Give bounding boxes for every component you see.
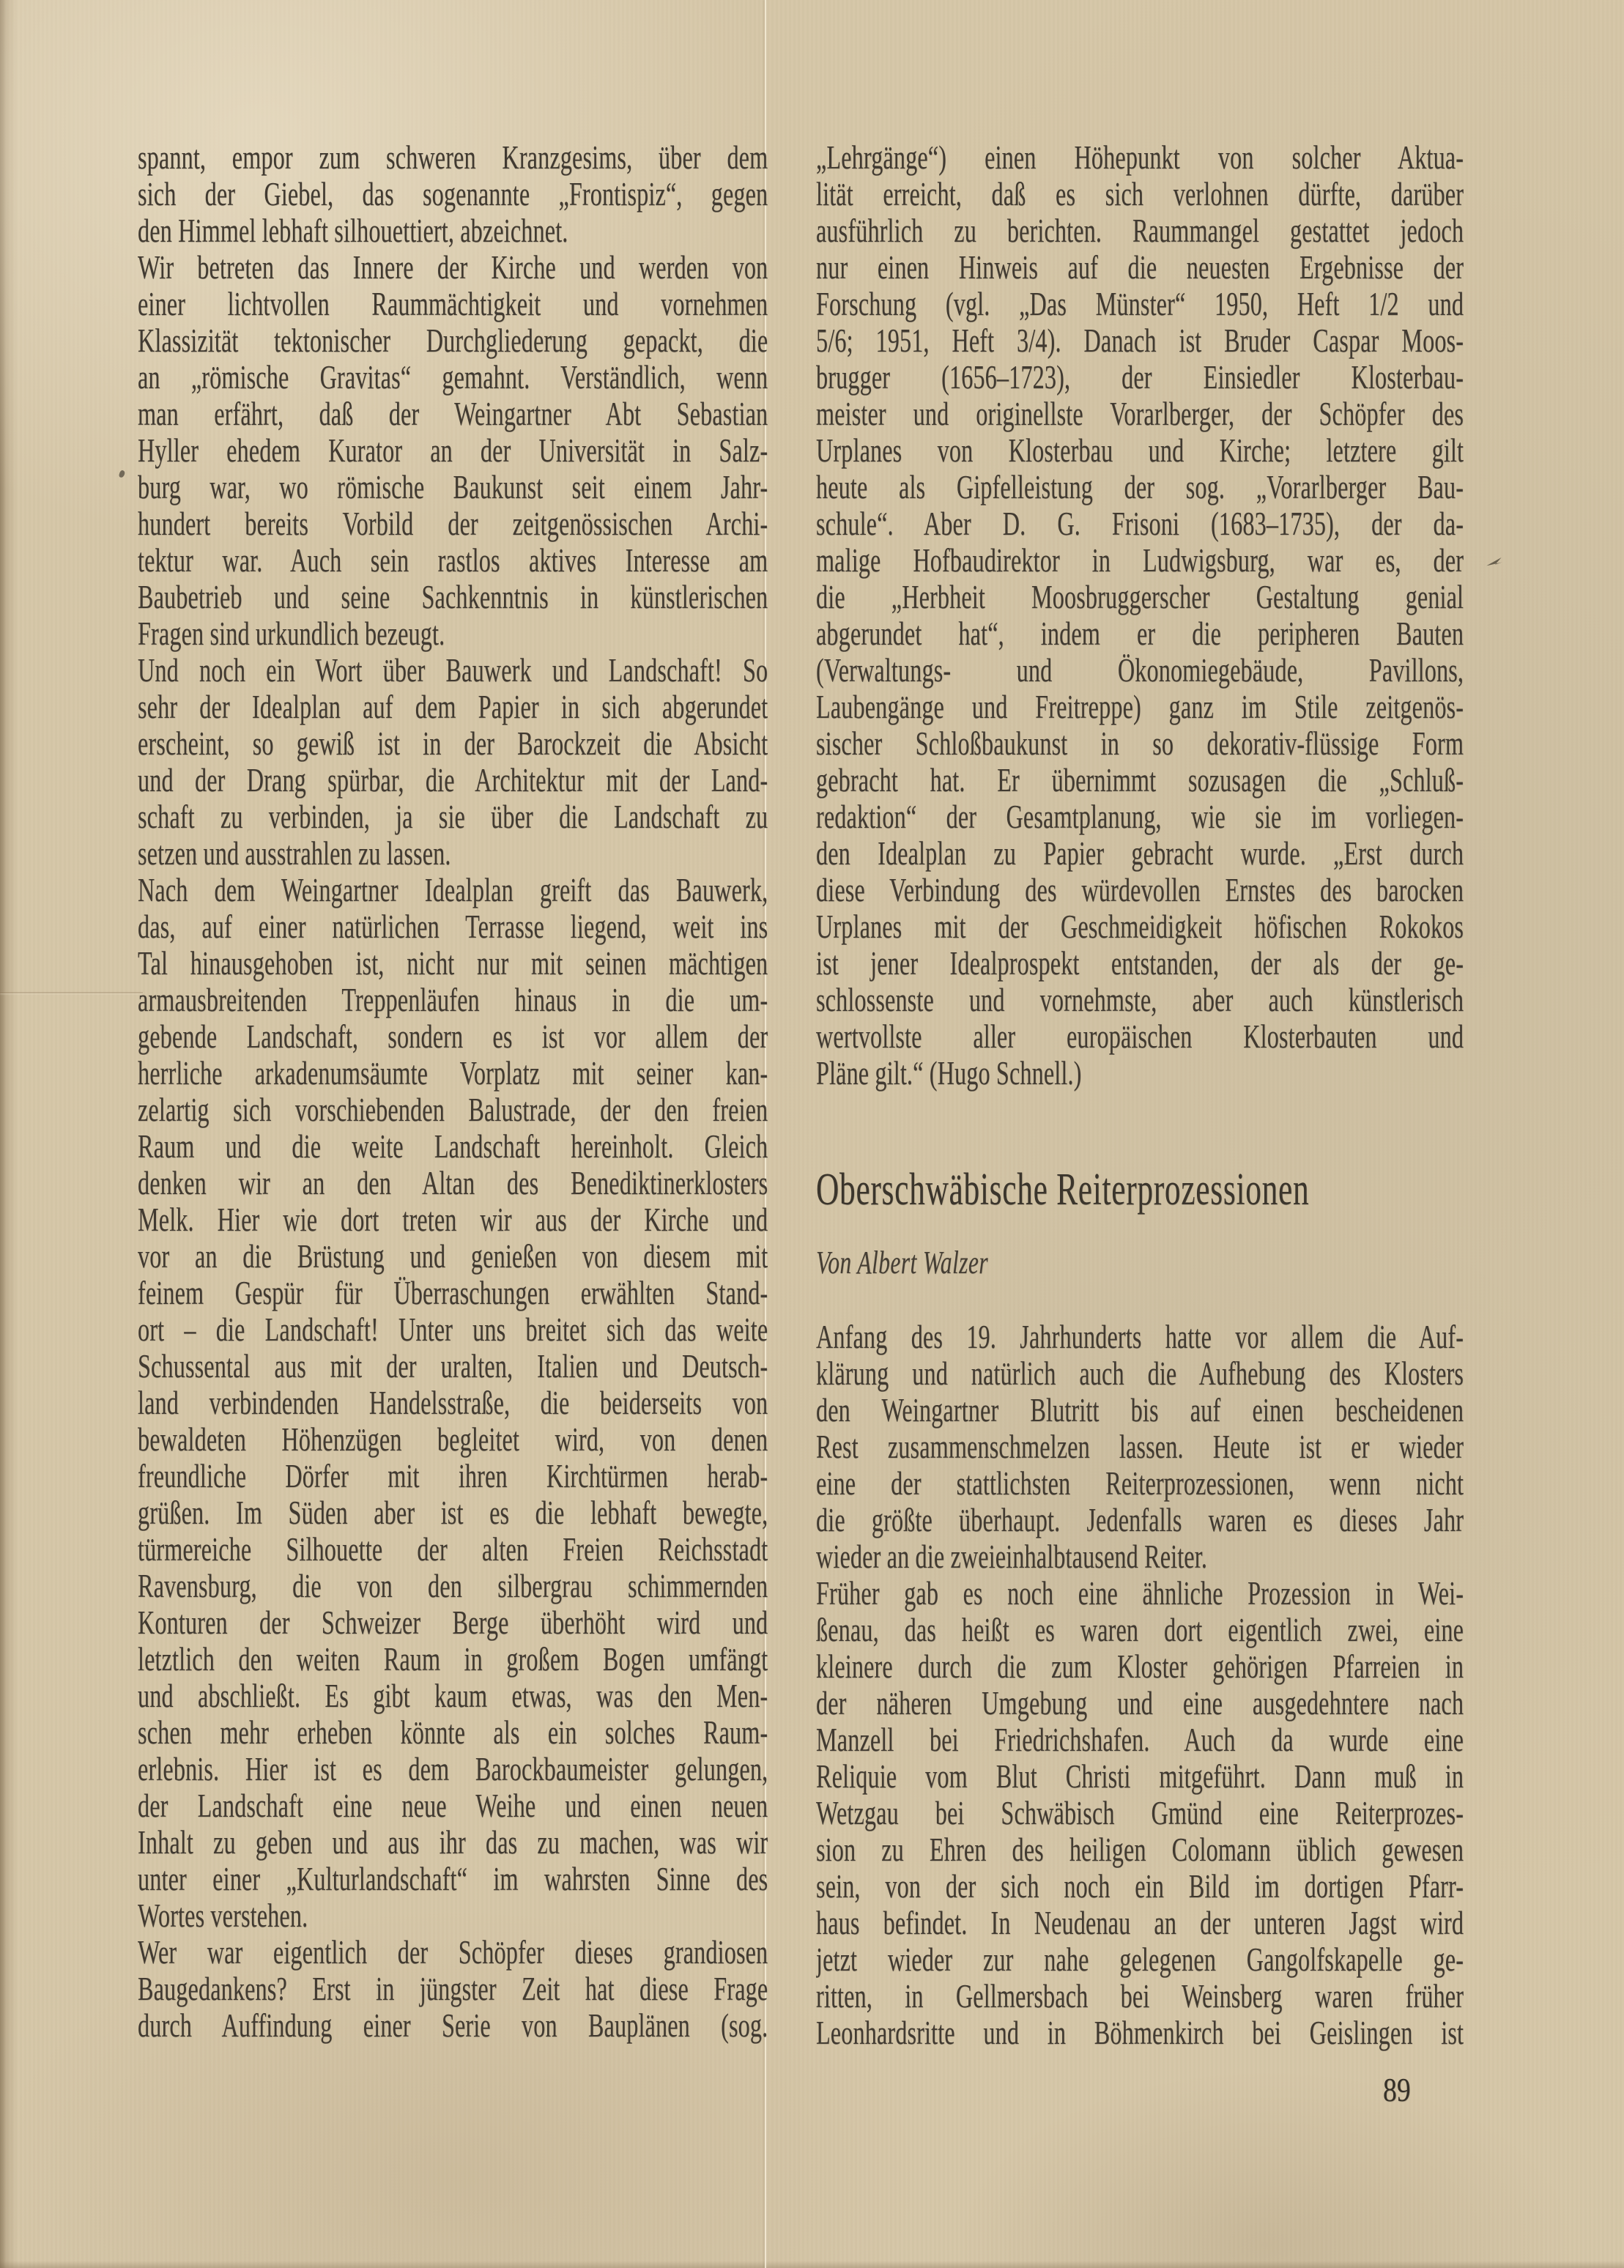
text-line: redaktion“ der Gesamtplanung, wie sie im vorliegen- [816,798,1464,835]
text-line: unter einer „Kulturlandschaft“ im wahrsten Sinne des [138,1861,768,1897]
text-line: Anfang des 19. Jahrhunderts hatte vor allem die Auf- [816,1319,1464,1355]
text-line: (Verwaltungs- und Ökonomiegebäude, Pavillons, [816,652,1464,689]
text-line: Rest zusammenschmelzen lassen. Heute ist er wieder [816,1428,1464,1465]
text-line: Und noch ein Wort über Bauwerk und Landschaft! So [138,652,768,689]
text-line: Reliquie vom Blut Christi mitgeführt. Dann muß in [816,1758,1464,1795]
text-line: schule“. Aber D. G. Frisoni (1683–1735), der da- [816,505,1464,542]
text-line: erlebnis. Hier ist es dem Barockbaumeister gelungen, [138,1751,768,1787]
text-line: letztlich den weiten Raum in großem Bogen umfängt [138,1641,768,1678]
text-line: eine der stattlichsten Reiterprozessionen, wenn nicht [816,1465,1464,1502]
text-line: der näheren Umgebung und eine ausgedehntere nach [816,1685,1464,1722]
text-line: Baugedankens? Erst in jüngster Zeit hat diese Frage [138,1971,768,2007]
text-line: den Idealplan zu Papier gebracht wurde. „Erst durch [816,835,1464,872]
pencil-margin-mark [1485,555,1502,566]
page-number: 89 [1383,2071,1411,2108]
right-column-upper [816,139,1464,1092]
article-heading: Oberschwäbische Reiterprozessionen [816,1165,1310,1215]
text-line: tektur war. Auch sein rastlos aktives Interesse am [138,542,768,579]
text-line: Hyller ehedem Kurator an der Universität in Salz- [138,432,768,469]
text-line: 5/6; 1951, Heft 3/4). Danach ist Bruder Caspar Moos- [816,322,1464,359]
text-line: setzen und ausstrahlen zu lassen. [138,835,451,872]
text-line: feinem Gespür für Überraschungen erwählten Stand- [138,1275,768,1311]
text-line: Früher gab es noch eine ähnliche Prozession in Wei- [816,1575,1464,1612]
text-line: das, auf einer natürlichen Terrasse liegend, weit ins [138,908,768,945]
article-byline: Von Albert Walzer [816,1245,988,1281]
left-column [138,139,768,2044]
text-line: herrliche arkadenumsäumte Vorplatz mit seiner kan- [138,1055,768,1092]
text-line: vor an die Brüstung und genießen von diesem mit [138,1238,768,1275]
text-line: „Lehrgänge“) einen Höhepunkt von solcher Aktua- [816,139,1464,176]
text-line: wertvollste aller europäischen Klosterbauten und [816,1018,1464,1055]
text-line: Wer war eigentlich der Schöpfer dieses grandiosen [138,1934,768,1971]
text-line: man erfährt, daß der Weingartner Abt Sebastian [138,396,768,432]
text-line: gebracht hat. Er übernimmt sozusagen die „Schluß- [816,762,1464,798]
text-line: schlossenste und vornehmste, aber auch künstlerisch [816,982,1464,1018]
text-line: haus befindet. In Neudenau an der unteren Jagst wird [816,1905,1464,1941]
text-line: Schussental aus mit der uralten, Italien und Deutsch- [138,1348,768,1385]
text-line: Klassizität tektonischer Durchgliederung gepackt, die [138,322,768,359]
text-line: schaft zu verbinden, ja sie über die Landschaft zu [138,798,768,835]
text-line: ort – die Landschaft! Unter uns breitet sich das weite [138,1311,768,1348]
text-line: Urplanes von Klosterbau und Kirche; letztere gilt [816,432,1464,469]
text-line: Baubetrieb und seine Sachkenntnis in künstlerischen [138,579,768,615]
right-column-lower [816,1319,1464,2051]
text-line: Wetzgau bei Schwäbisch Gmünd eine Reiterprozes- [816,1795,1464,1831]
text-line: an „römische Gravitas“ gemahnt. Verständlich, wenn [138,359,768,396]
text-line: Laubengänge und Freitreppe) ganz im Stile zeitgenös- [816,689,1464,725]
text-line: burg war, wo römische Baukunst seit einem Jahr- [138,469,768,505]
text-line: sich der Giebel, das sogenannte „Frontispiz“, gegen [138,176,768,212]
text-line: ritten, in Gellmersbach bei Weinsberg waren früher [816,1978,1464,2015]
text-line: land verbindenden Handelsstraße, die beiderseits von [138,1385,768,1421]
text-line: Fragen sind urkundlich bezeugt. [138,615,445,652]
text-line: Melk. Hier wie dort treten wir aus der Kirche und [138,1201,768,1238]
text-line: durch Auffindung einer Serie von Bauplänen (sog. [138,2007,768,2044]
text-line: türmereiche Silhouette der alten Freien Reichsstadt [138,1531,768,1568]
text-line: und der Drang spürbar, die Architektur mit der Land- [138,762,768,798]
text-line: Wir betreten das Innere der Kirche und werden von [138,249,768,286]
text-line: freundliche Dörfer mit ihren Kirchtürmen herab- [138,1458,768,1494]
text-line: Inhalt zu geben und aus ihr das zu machen, was wir [138,1824,768,1861]
text-line: bewaldeten Höhenzügen begleitet wird, von denen [138,1421,768,1458]
text-line: zelartig sich vorschiebenden Balustrade, der den freien [138,1092,768,1128]
text-line: Ravensburg, die von den silbergrau schimmernden [138,1568,768,1604]
text-line: abgerundet hat“, indem er die peripheren Bauten [816,615,1464,652]
text-line: grüßen. Im Süden aber ist es die lebhaft bewegte, [138,1494,768,1531]
text-line: und abschließt. Es gibt kaum etwas, was den Men- [138,1678,768,1714]
text-line: armausbreitenden Treppenläufen hinaus in die um- [138,982,768,1018]
text-line: jetzt wieder zur nahe gelegenen Gangolfskapelle ge- [816,1941,1464,1978]
text-line: Pläne gilt.“ (Hugo Schnell.) [816,1055,1082,1092]
text-line: den Weingartner Blutritt bis auf einen bescheidenen [816,1392,1464,1428]
text-line: Forschung (vgl. „Das Münster“ 1950, Heft 1/2 und [816,286,1464,322]
text-line: Nach dem Weingartner Idealplan greift das Bauwerk, [138,872,768,908]
text-line: sehr der Idealplan auf dem Papier in sich abgerundet [138,689,768,725]
text-line: sein, von der sich noch ein Bild im dortigen Pfarr- [816,1868,1464,1905]
text-line: nur einen Hinweis auf die neuesten Ergebnisse der [816,249,1464,286]
text-line: meister und originellste Vorarlberger, der Schöpfer des [816,396,1464,432]
text-line: Urplanes mit der Geschmeidigkeit höfischen Rokokos [816,908,1464,945]
text-line: der Landschaft eine neue Weihe und einen neuen [138,1787,768,1824]
text-line: sischer Schloßbaukunst in so dekorativ-flüssige Form [816,725,1464,762]
text-line: hundert bereits Vorbild der zeitgenössischen Archi- [138,505,768,542]
text-line: erscheint, so gewiß ist in der Barockzeit die Absicht [138,725,768,762]
text-line: Konturen der Schweizer Berge überhöht wird und [138,1604,768,1641]
text-line: Wortes verstehen. [138,1897,308,1934]
text-line: Raum und die weite Landschaft hereinholt. Gleich [138,1128,768,1165]
text-line: gebende Landschaft, sondern es ist vor allem der [138,1018,768,1055]
text-line: malige Hofbaudirektor in Ludwigsburg, war es, der [816,542,1464,579]
paper-crease-horizontal [0,992,143,993]
text-line: denken wir an den Altan des Benediktinerklosters [138,1165,768,1201]
text-line: schen mehr erheben könnte als ein solches Raum- [138,1714,768,1751]
text-line: einer lichtvollen Raummächtigkeit und vornehmen [138,286,768,322]
text-line: lität erreicht, daß es sich verlohnen dürfte, darüber [816,176,1464,212]
text-line: die „Herbheit Moosbruggerscher Gestaltung genial [816,579,1464,615]
text-line: sion zu Ehren des heiligen Colomann üblich gewesen [816,1831,1464,1868]
text-line: Leonhardsritte und in Böhmenkirch bei Geislingen ist [816,2015,1464,2051]
text-line: heute als Gipfelleistung der sog. „Vorarlberger Bau- [816,469,1464,505]
text-line: spannt, empor zum schweren Kranzgesims, über dem [138,139,768,176]
text-line: ausführlich zu berichten. Raummangel gestattet jedoch [816,212,1464,249]
text-line: diese Verbindung des würdevollen Ernstes des barocken [816,872,1464,908]
text-line: kleinere durch die zum Kloster gehörigen Pfarreien in [816,1648,1464,1685]
text-line: wieder an die zweieinhalbtausend Reiter. [816,1538,1208,1575]
text-line: den Himmel lebhaft silhouettiert, abzeichnet. [138,212,568,249]
text-line: brugger (1656–1723), der Einsiedler Klosterbau- [816,359,1464,396]
ink-spot [119,470,126,478]
text-line: ist jener Idealprospekt entstanden, der als der ge- [816,945,1464,982]
text-line: Manzell bei Friedrichshafen. Auch da wurde eine [816,1722,1464,1758]
text-line: klärung und natürlich auch die Aufhebung des Klosters [816,1355,1464,1392]
text-line: Tal hinausgehoben ist, nicht nur mit seinen mächtigen [138,945,768,982]
text-line: ßenau, das heißt es waren dort eigentlich zwei, eine [816,1612,1464,1648]
text-line: die größte überhaupt. Jedenfalls waren es dieses Jahr [816,1502,1464,1538]
